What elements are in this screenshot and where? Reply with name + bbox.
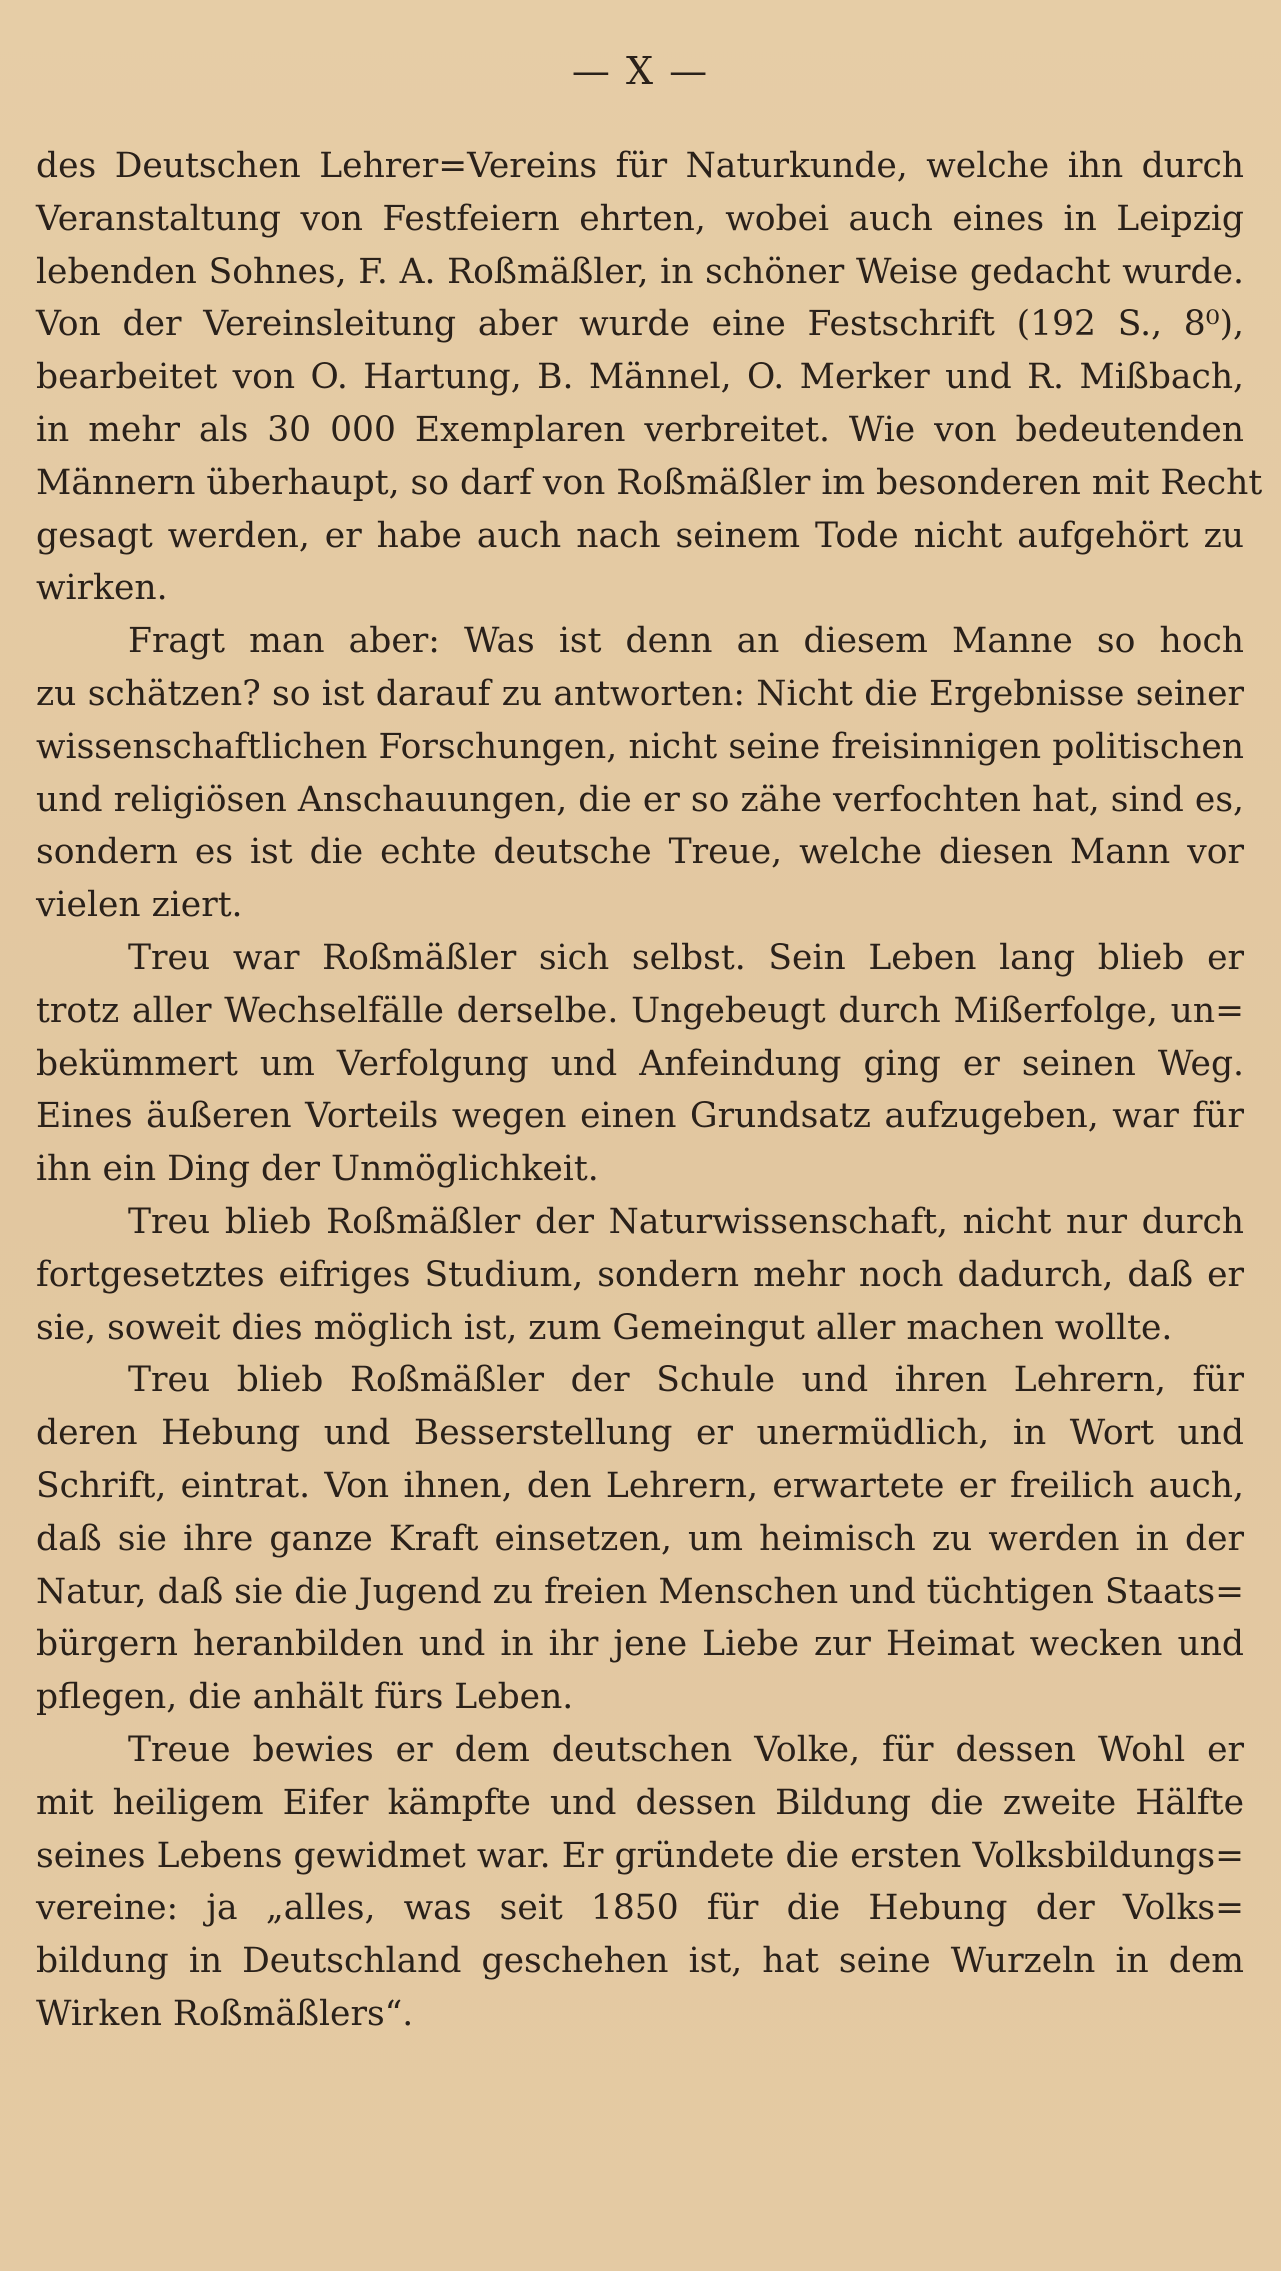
text-line: Wirken Roßmäßlers“. <box>36 1993 414 2034</box>
text-line: Männern überhaupt, so darf von Roßmäßler im besonderen mit Recht <box>36 462 1263 503</box>
text-line: Eines äußeren Vorteils wegen einen Grundsatz aufzugeben, war für <box>36 1096 1244 1137</box>
text-line: bildung in Deutschland geschehen ist, hat seine Wurzeln in dem <box>36 1941 1244 1982</box>
paragraph-1 <box>36 140 1263 615</box>
text-line: zu schätzen? so ist darauf zu antworten: Nicht die Ergebnisse seiner <box>36 673 1244 714</box>
text-line: wirken. <box>36 568 168 609</box>
text-line: Treu war Roßmäßler sich selbst. Sein Leben lang blieb er <box>128 937 1244 978</box>
text-line: Schrift, eintrat. Von ihnen, den Lehrern, erwartete er freilich auch, <box>36 1465 1244 1506</box>
text-line: fortgesetztes eifriges Studium, sondern mehr noch dadurch, daß er <box>36 1254 1244 1295</box>
text-line: Treue bewies er dem deutschen Volke, für dessen Wohl er <box>128 1729 1244 1770</box>
text-line: Von der Vereinsleitung aber wurde eine Festschrift (192 S., 8⁰), <box>36 304 1244 345</box>
text-line: lebenden Sohnes, F. A. Roßmäßler, in schöner Weise gedacht wurde. <box>36 251 1244 292</box>
text-line: des Deutschen Lehrer=Vereins für Naturkunde, welche ihn durch <box>36 146 1244 186</box>
paragraph-4 <box>36 1196 1244 1354</box>
text-line: Veranstaltung von Festfeiern ehrten, wobei auch eines in Leipzig <box>36 198 1244 239</box>
text-line: und religiösen Anschauungen, die er so zähe verfochten hat, sind es, <box>36 779 1244 820</box>
text-line: deren Hebung und Besserstellung er unermüdlich, in Wort und <box>36 1413 1244 1454</box>
text-line: gesagt werden, er habe auch nach seinem Tode nicht aufgehört zu <box>36 515 1244 556</box>
text-line: bürgern heranbilden und in ihr jene Liebe zur Heimat wecken und <box>36 1624 1244 1665</box>
text-line: seines Lebens gewidmet war. Er gründete die ersten Volksbildungs= <box>36 1835 1244 1876</box>
text-line: ihn ein Ding der Unmöglichkeit. <box>36 1149 599 1190</box>
body-text <box>36 140 1263 2041</box>
text-line: daß sie ihre ganze Kraft einsetzen, um heimisch zu werden in der <box>36 1518 1244 1559</box>
text-line: bearbeitet von O. Hartung, B. Männel, O. Merker und R. Mißbach, <box>36 357 1244 398</box>
text-line: pflegen, die anhält fürs Leben. <box>36 1677 574 1718</box>
page-number: — X — <box>571 49 710 93</box>
paragraph-2 <box>36 615 1244 932</box>
paragraph-3 <box>36 932 1244 1196</box>
text-line: wissenschaftlichen Forschungen, nicht seine freisinnigen politischen <box>36 726 1244 767</box>
text-line: Treu blieb Roßmäßler der Schule und ihren Lehrern, für <box>128 1360 1244 1401</box>
text-line: in mehr als 30 000 Exemplaren verbreitet. Wie von bedeutenden <box>36 409 1244 450</box>
paragraph-5 <box>36 1354 1244 1724</box>
text-line: sondern es ist die echte deutsche Treue, welche diesen Mann vor <box>36 832 1244 873</box>
text-line: Natur, daß sie die Jugend zu freien Menschen und tüchtigen Staats= <box>36 1571 1244 1612</box>
paragraph-6 <box>36 1724 1244 2041</box>
text-line: mit heiligem Eifer kämpfte und dessen Bildung die zweite Hälfte <box>36 1782 1244 1823</box>
text-line: bekümmert um Verfolgung und Anfeindung ging er seinen Weg. <box>36 1043 1244 1084</box>
text-line: sie, soweit dies möglich ist, zum Gemeingut aller machen wollte. <box>36 1307 1173 1348</box>
text-line: vereine: ja „alles, was seit 1850 für die Hebung der Volks= <box>36 1888 1244 1929</box>
text-line: Fragt man aber: Was ist denn an diesem Manne so hoch <box>128 621 1244 662</box>
text-line: vielen ziert. <box>36 885 243 926</box>
text-line: trotz aller Wechselfälle derselbe. Ungebeugt durch Mißerfolge, un= <box>36 990 1244 1031</box>
text-line: Treu blieb Roßmäßler der Naturwissenschaft, nicht nur durch <box>128 1201 1244 1242</box>
